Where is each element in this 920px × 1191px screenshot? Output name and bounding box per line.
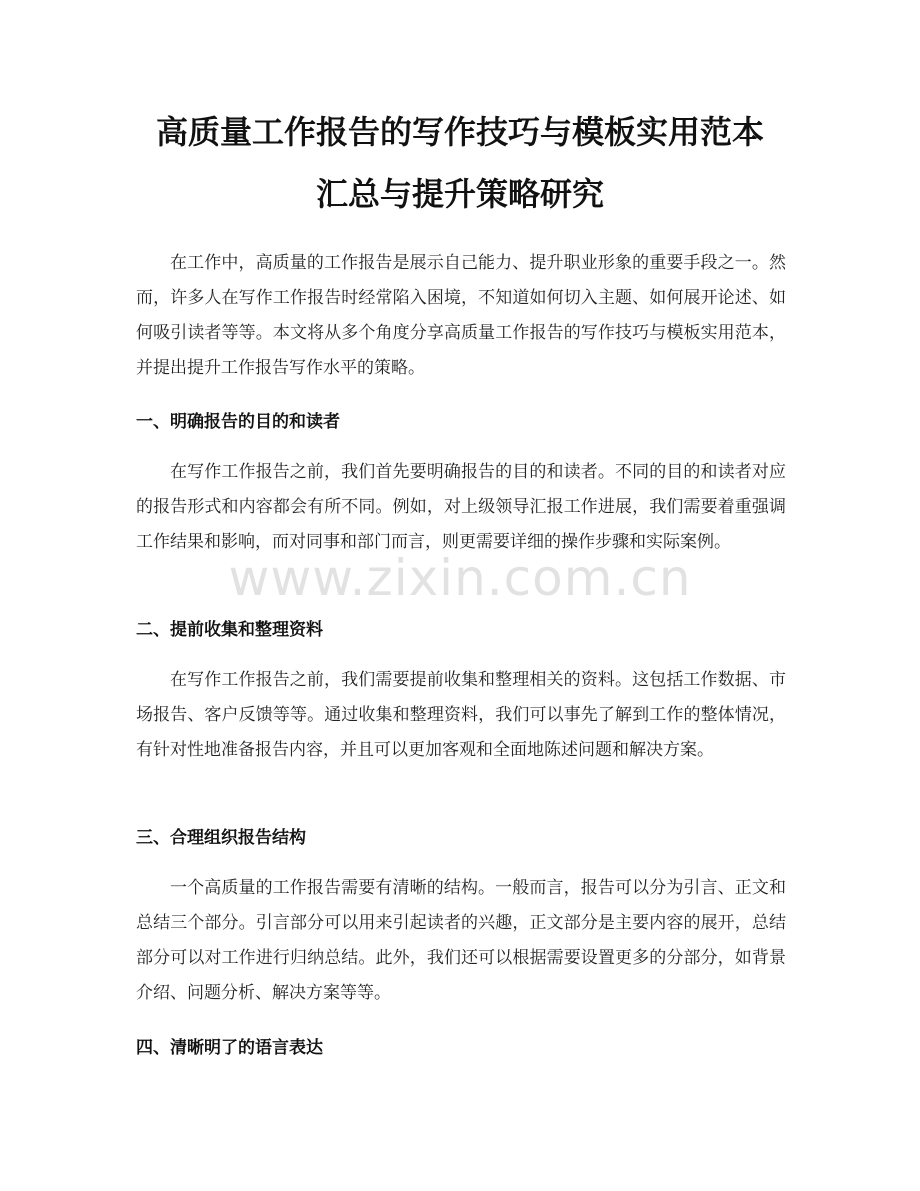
document-title-line-2: 汇总与提升策略研究 — [315, 175, 604, 213]
watermark: www.zixin.com.cn — [228, 549, 692, 607]
section-body-1: 在写作工作报告之前，我们首先要明确报告的目的和读者。不同的目的和读者对应的报告形式和内容都会有所不同。例如，对上级领导汇报工作进展，我们需要着重强调工作结果和影响，而对同事和部门而言，则更需要详细的操作步骤和实际案例。 — [136, 462, 786, 552]
section-heading-2: 二、提前收集和整理资料 — [136, 620, 323, 640]
document-title-line-1: 高质量工作报告的写作技巧与模板实用范本 — [155, 113, 764, 151]
section-body-3: 一个高质量的工作报告需要有清晰的结构。一般而言，报告可以分为引言、正文和总结三个部分。引言部分可以用来引起读者的兴趣，正文部分是主要内容的展开，总结部分可以对工作进行归纳总结。此外，我们还可以根据需要设置更多的分部分，如背景介绍、问题分析、解决方案等等。 — [136, 878, 786, 1003]
section-heading-4: 四、清晰明了的语言表达 — [136, 1038, 323, 1058]
intro-paragraph: 在工作中，高质量的工作报告是展示自己能力、提升职业形象的重要手段之一。然而，许多人在写作工作报告时经常陷入困境，不知道如何切入主题、如何展开论述、如何吸引读者等等。本文将从多个角度分享高质量工作报告的写作技巧与模板实用范本，并提出提升工作报告写作水平的策略。 — [136, 253, 786, 378]
section-heading-1: 一、明确报告的目的和读者 — [136, 412, 340, 432]
section-body-2: 在写作工作报告之前，我们需要提前收集和整理相关的资料。这包括工作数据、市场报告、客户反馈等等。通过收集和整理资料，我们可以事先了解到工作的整体情况，有针对性地准备报告内容，并且可以更加客观和全面地陈述问题和解决方案。 — [136, 670, 786, 760]
section-heading-3: 三、合理组织报告结构 — [136, 828, 306, 848]
